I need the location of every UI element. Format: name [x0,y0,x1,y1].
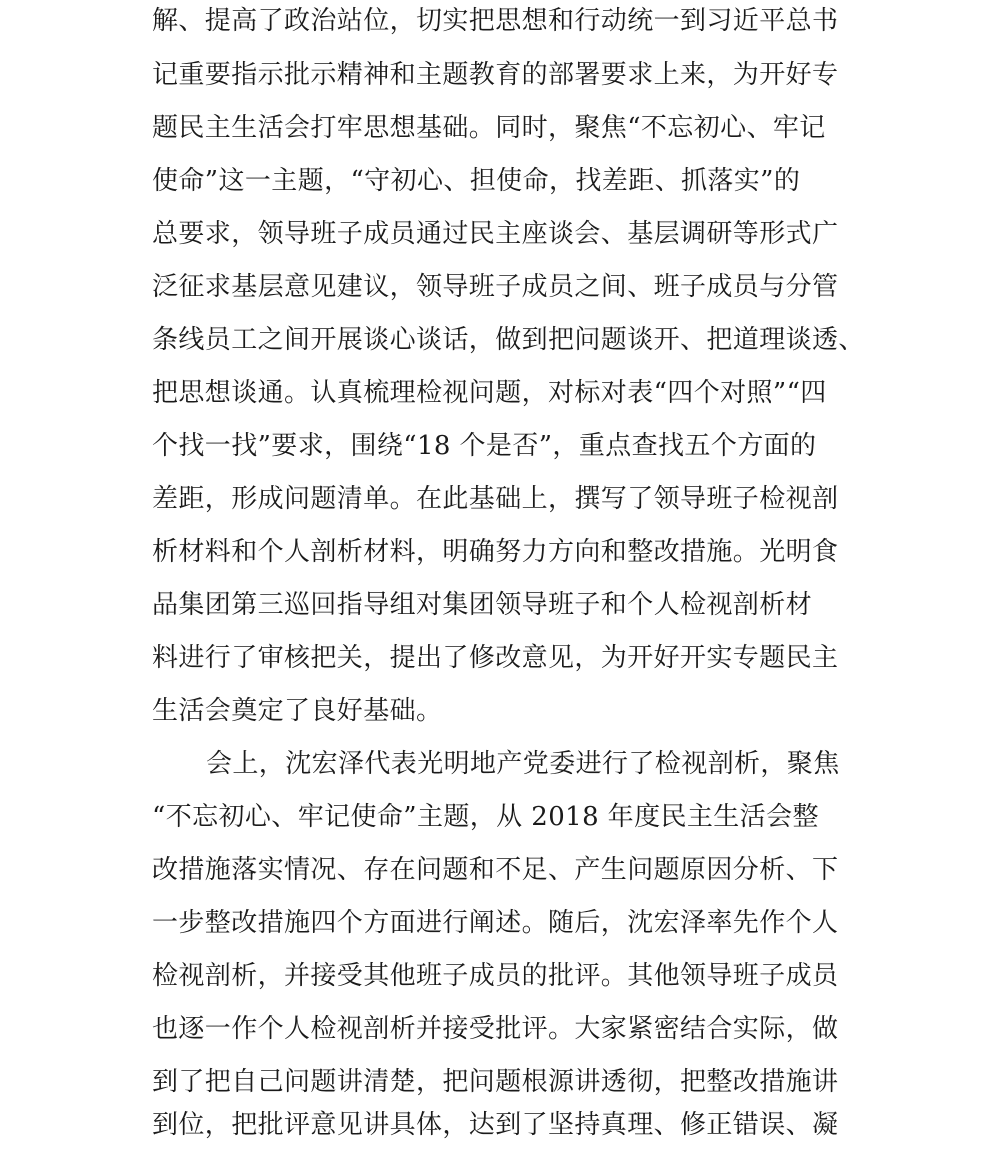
text-line: 也逐一作个人检视剖析并接受批评。大家紧密结合实际，做 [152,1014,839,1044]
text-line: 泛征求基层意见建议，领导班子成员之间、班子成员与分管 [152,272,839,302]
text-line: 解、提高了政治站位，切实把思想和行动统一到习近平总书 [152,6,839,36]
text-line: 把思想谈通。认真梳理检视问题，对标对表“四个对照”“四 [152,378,827,408]
text-line: 使命”这一主题，“守初心、担使命，找差距、抓落实”的 [152,166,801,196]
text-line: 检视剖析，并接受其他班子成员的批评。其他领导班子成员 [152,961,839,991]
text-line: 题民主生活会打牢思想基础。同时，聚焦“不忘初心、牢记 [152,113,826,143]
text-line: 生活会奠定了良好基础。 [152,696,443,726]
text-line: 总要求，领导班子成员通过民主座谈会、基层调研等形式广 [152,219,839,249]
text-line: 条线员工之间开展谈心谈话，做到把问题谈开、把道理谈透、 [152,325,865,355]
text-line: “不忘初心、牢记使命”主题，从 2018 年度民主生活会整 [152,802,819,832]
text-line: 个找一找”要求，围绕“18 个是否”，重点查找五个方面的 [152,431,817,461]
text-line: 一步整改措施四个方面进行阐述。随后，沈宏泽率先作个人 [152,908,839,938]
text-line: 品集团第三巡回指导组对集团领导班子和个人检视剖析材 [152,590,813,620]
text-line: 料进行了审核把关，提出了修改意见，为开好开实专题民主 [152,643,839,673]
text-line: 记重要指示批示精神和主题教育的部署要求上来，为开好专 [152,60,839,90]
text-line: 改措施落实情况、存在问题和不足、产生问题原因分析、下 [152,855,839,885]
text-line: 析材料和个人剖析材料，明确努力方向和整改措施。光明食 [152,537,839,567]
paragraph-first-line: 会上，沈宏泽代表光明地产党委进行了检视剖析，聚焦 [206,749,840,779]
text-line: 到了把自己问题讲清楚，把问题根源讲透彻，把整改措施讲 [152,1067,839,1097]
text-line: 差距，形成问题清单。在此基础上，撰写了领导班子检视剖 [152,484,839,514]
text-line: 到位，把批评意见讲具体，达到了坚持真理、修正错误、凝 [152,1110,839,1140]
